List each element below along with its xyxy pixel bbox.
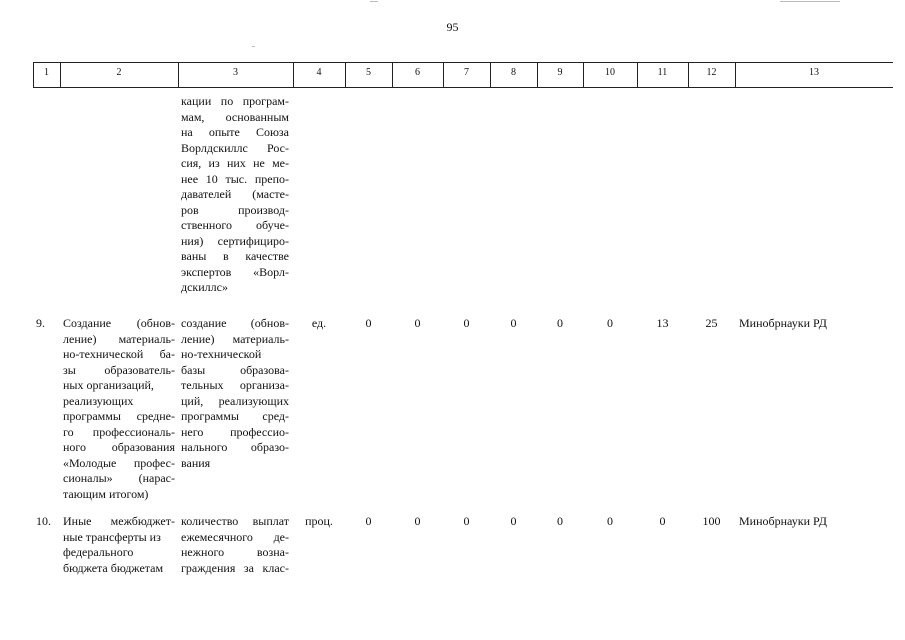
text-line: программы средне- [63, 409, 175, 423]
text-line: ежемесячного де- [181, 529, 289, 544]
text-line: ния) сертифициро- [181, 233, 289, 248]
column-header-1: 1 [44, 67, 49, 78]
text-line: давателей (масте- [181, 187, 289, 201]
page-number: 95 [446, 20, 459, 34]
text-line: создание (обнов- [181, 316, 289, 330]
text-line: федерального [63, 545, 134, 559]
text-line: вания [181, 455, 211, 470]
text-line: тающим итогом) [63, 486, 149, 501]
value-cell: 0 [557, 316, 563, 330]
row-responsible: Минобрнауки РД [739, 514, 827, 528]
text-line: «Молодые профес- [63, 455, 175, 470]
row-indicator [181, 316, 289, 471]
text-line: ций, реализующих [181, 393, 289, 408]
text-line: ление) материаль- [63, 331, 175, 346]
text-line: мам, основанным [181, 109, 289, 124]
column-header-8: 8 [511, 67, 516, 78]
text-line: но-технической ба- [63, 347, 175, 361]
column-header-6: 6 [415, 67, 420, 78]
row-name [63, 514, 175, 576]
value-cell: 0 [365, 316, 372, 330]
value-cell: 0 [557, 514, 563, 528]
text-line: ление) материаль- [181, 331, 289, 346]
value-cell: 0 [607, 316, 613, 330]
header-bottom-rule [33, 87, 893, 88]
text-line: Иные межбюджет- [63, 514, 175, 528]
value-cell: 0 [607, 514, 613, 528]
text-line: кации по програм- [181, 94, 289, 108]
text-line: Создание (обнов- [63, 316, 175, 330]
value-cell: 0 [414, 514, 421, 528]
column-header-7: 7 [464, 67, 469, 78]
text-line: ственного обуче- [181, 218, 289, 232]
column-header-12: 12 [706, 67, 717, 78]
column-header-4: 4 [316, 67, 322, 78]
text-line: ров производ- [181, 202, 289, 217]
text-line: экспертов «Ворл- [181, 264, 289, 279]
scan-mark [780, 1, 840, 2]
value-cell: 0 [365, 514, 372, 528]
row-number: 10. [36, 514, 51, 528]
column-header-10: 10 [605, 67, 615, 78]
value-cell: 0 [463, 316, 470, 330]
continuation-indicator-text [181, 94, 289, 296]
text-line: дскиллс» [181, 280, 228, 294]
text-line: ных организаций, [63, 378, 154, 392]
text-line: базы образова- [181, 362, 289, 377]
column-header-9: 9 [557, 67, 563, 78]
text-line: но-технической [181, 347, 262, 361]
text-line: сионалы» (нарас- [63, 471, 175, 485]
text-line: ного образования [63, 440, 175, 454]
text-line: реализующих [63, 393, 134, 408]
row-unit: проц. [305, 514, 333, 528]
text-line: него профессио- [181, 424, 289, 439]
text-line: тельных организа- [181, 378, 289, 392]
row-number: 9. [36, 316, 45, 330]
value-cell: 13 [656, 316, 669, 330]
value-cell: 0 [659, 514, 666, 528]
text-line: нального образо- [181, 440, 289, 454]
value-cell: 100 [702, 514, 721, 528]
value-cell: 0 [414, 316, 421, 330]
column-header-5: 5 [366, 67, 371, 78]
text-line: на опыте Союза [181, 125, 289, 139]
row-name [63, 316, 175, 502]
text-line: го профессиональ- [63, 424, 175, 439]
header-top-rule [33, 62, 893, 63]
column-header-3: 3 [233, 67, 238, 78]
text-line: ваны в качестве [181, 249, 289, 263]
row-unit: ед. [311, 316, 327, 330]
column-header-13: 13 [809, 67, 819, 78]
row-responsible: Минобрнауки РД [739, 316, 827, 330]
text-line: бюджета бюджетам [63, 560, 164, 575]
value-cell: 0 [510, 316, 517, 330]
text-line: зы образователь- [63, 362, 175, 377]
column-header-11: 11 [657, 67, 668, 78]
row-indicator [181, 514, 289, 576]
text-line: граждения за клас- [181, 560, 289, 575]
scan-mark [370, 1, 378, 2]
text-line: нежного возна- [181, 545, 289, 559]
text-line: нее 10 тыс. препо- [181, 171, 289, 186]
value-cell: 0 [463, 514, 470, 528]
scan-mark [252, 46, 255, 47]
text-line: количество выплат [181, 514, 289, 528]
text-line: программы сред- [181, 409, 289, 423]
text-line: сия, из них не ме- [181, 156, 289, 170]
text-line: Ворлдскиллс Рос- [181, 140, 289, 155]
text-line: ные трансферты из [63, 529, 161, 544]
column-header-2: 2 [116, 67, 122, 78]
value-cell: 0 [510, 514, 517, 528]
value-cell: 25 [705, 316, 718, 330]
